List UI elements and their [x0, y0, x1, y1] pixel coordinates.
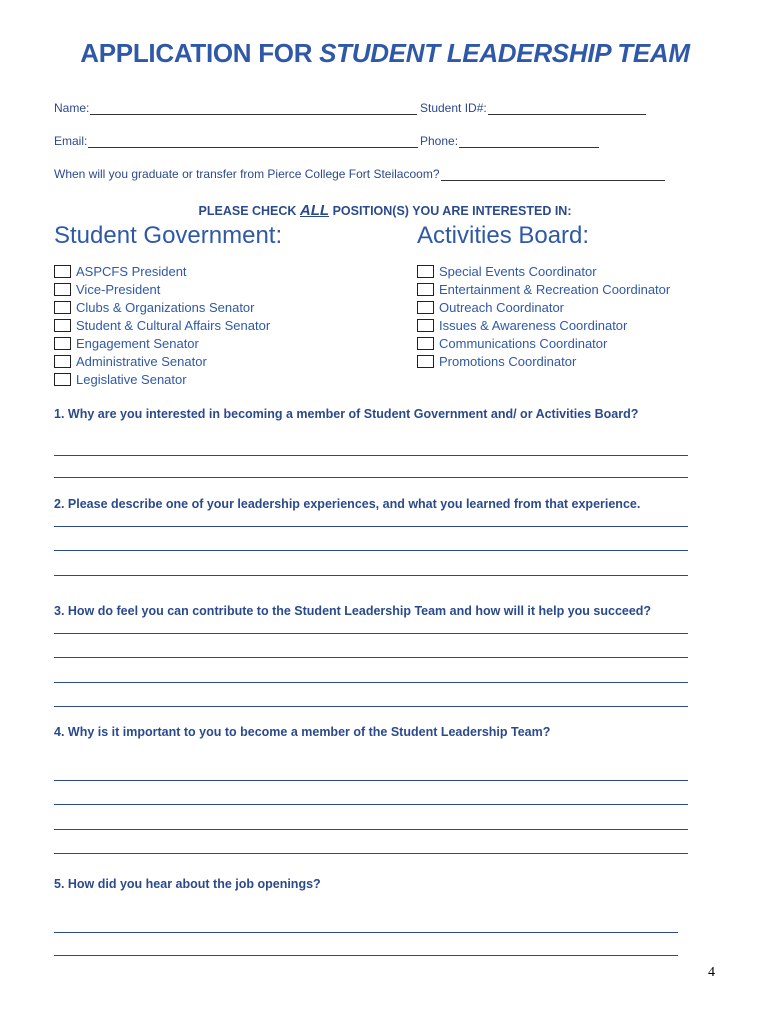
- position-label: Promotions Coordinator: [439, 353, 577, 369]
- position-aspcfs-president[interactable]: [54, 262, 270, 280]
- title-emphasis: STUDENT LEADERSHIP TEAM: [319, 38, 690, 68]
- question-2: 2. Please describe one of your leadership experiences, and what you learned from that experience.: [54, 497, 641, 511]
- position-vice-president[interactable]: [54, 280, 270, 298]
- student-id-label: Student ID#:: [420, 101, 487, 115]
- answer-line[interactable]: [54, 682, 688, 683]
- email-label: Email:: [54, 134, 88, 148]
- answer-line[interactable]: [54, 633, 688, 634]
- position-administrative-senator[interactable]: [54, 352, 270, 370]
- checkbox[interactable]: [417, 265, 434, 278]
- graduate-input-line[interactable]: [441, 168, 665, 181]
- answer-line[interactable]: [54, 575, 688, 576]
- position-label: Student & Cultural Affairs Senator: [76, 317, 271, 333]
- checkbox[interactable]: [54, 373, 71, 386]
- activities-board-heading: Activities Board:: [417, 222, 590, 249]
- phone-field: [420, 134, 599, 148]
- position-label: Administrative Senator: [76, 353, 207, 369]
- position-label: Outreach Coordinator: [439, 299, 565, 315]
- phone-input-line[interactable]: [459, 135, 599, 148]
- question-4: 4. Why is it important to you to become a member of the Student Leadership Team?: [54, 725, 551, 739]
- position-outreach[interactable]: [417, 298, 670, 316]
- position-communications[interactable]: [417, 334, 670, 352]
- instruction-after: POSITION(S) YOU ARE INTERESTED IN:: [329, 204, 572, 218]
- name-input-line[interactable]: [90, 102, 417, 115]
- position-label: Clubs & Organizations Senator: [76, 299, 255, 315]
- graduate-label: When will you graduate or transfer from Pierce College Fort Steilacoom?: [54, 167, 440, 181]
- answer-line[interactable]: [54, 804, 688, 805]
- position-label: Entertainment & Recreation Coordinator: [439, 281, 671, 297]
- answer-line[interactable]: [54, 780, 688, 781]
- activities-board-list: [417, 262, 670, 370]
- instruction-before: PLEASE CHECK: [198, 204, 300, 218]
- student-government-list: [54, 262, 270, 388]
- answer-line[interactable]: [54, 853, 688, 854]
- position-label: Engagement Senator: [76, 335, 199, 351]
- position-label: ASPCFS President: [76, 263, 187, 279]
- position-label: Vice-President: [76, 281, 161, 297]
- checkbox[interactable]: [417, 301, 434, 314]
- title-prefix: APPLICATION FOR: [80, 38, 320, 68]
- position-engagement-senator[interactable]: [54, 334, 270, 352]
- phone-label: Phone:: [420, 134, 459, 148]
- checkbox[interactable]: [417, 337, 434, 350]
- checkbox[interactable]: [54, 337, 71, 350]
- answer-line[interactable]: [54, 455, 688, 456]
- checkbox[interactable]: [54, 355, 71, 368]
- answer-line[interactable]: [54, 955, 678, 956]
- checkbox[interactable]: [54, 301, 71, 314]
- question-5: 5. How did you hear about the job openings?: [54, 877, 321, 891]
- position-legislative-senator[interactable]: [54, 370, 270, 388]
- checkbox[interactable]: [54, 283, 71, 296]
- name-label: Name:: [54, 101, 90, 115]
- answer-line[interactable]: [54, 657, 688, 658]
- answer-line[interactable]: [54, 932, 678, 933]
- page-title: [0, 38, 770, 69]
- position-issues-awareness[interactable]: [417, 316, 670, 334]
- check-instruction: [0, 202, 770, 219]
- name-field: [54, 101, 417, 115]
- student-id-input-line[interactable]: [488, 102, 646, 115]
- answer-line[interactable]: [54, 526, 688, 527]
- checkbox[interactable]: [417, 319, 434, 332]
- question-3: 3. How do feel you can contribute to the Student Leadership Team and how will it help you succeed?: [54, 604, 652, 618]
- position-clubs-senator[interactable]: [54, 298, 270, 316]
- checkbox[interactable]: [417, 355, 434, 368]
- answer-line[interactable]: [54, 477, 688, 478]
- checkbox[interactable]: [417, 283, 434, 296]
- student-id-field: [420, 101, 646, 115]
- email-field: [54, 134, 418, 148]
- question-1: 1. Why are you interested in becoming a member of Student Government and/ or Activities Board?: [54, 407, 639, 421]
- position-cultural-affairs-senator[interactable]: [54, 316, 270, 334]
- checkbox[interactable]: [54, 265, 71, 278]
- email-input-line[interactable]: [88, 135, 418, 148]
- page-number: 4: [708, 965, 715, 980]
- position-special-events[interactable]: [417, 262, 670, 280]
- position-label: Communications Coordinator: [439, 335, 608, 351]
- student-government-heading: Student Government:: [54, 222, 283, 249]
- position-promotions[interactable]: [417, 352, 670, 370]
- position-label: Special Events Coordinator: [439, 263, 597, 279]
- position-entertainment[interactable]: [417, 280, 670, 298]
- answer-line[interactable]: [54, 550, 688, 551]
- answer-line[interactable]: [54, 706, 688, 707]
- position-label: Legislative Senator: [76, 371, 187, 387]
- position-label: Issues & Awareness Coordinator: [439, 317, 628, 333]
- answer-line[interactable]: [54, 829, 688, 830]
- checkbox[interactable]: [54, 319, 71, 332]
- graduate-field: [54, 167, 665, 181]
- instruction-emphasis: ALL: [299, 202, 330, 219]
